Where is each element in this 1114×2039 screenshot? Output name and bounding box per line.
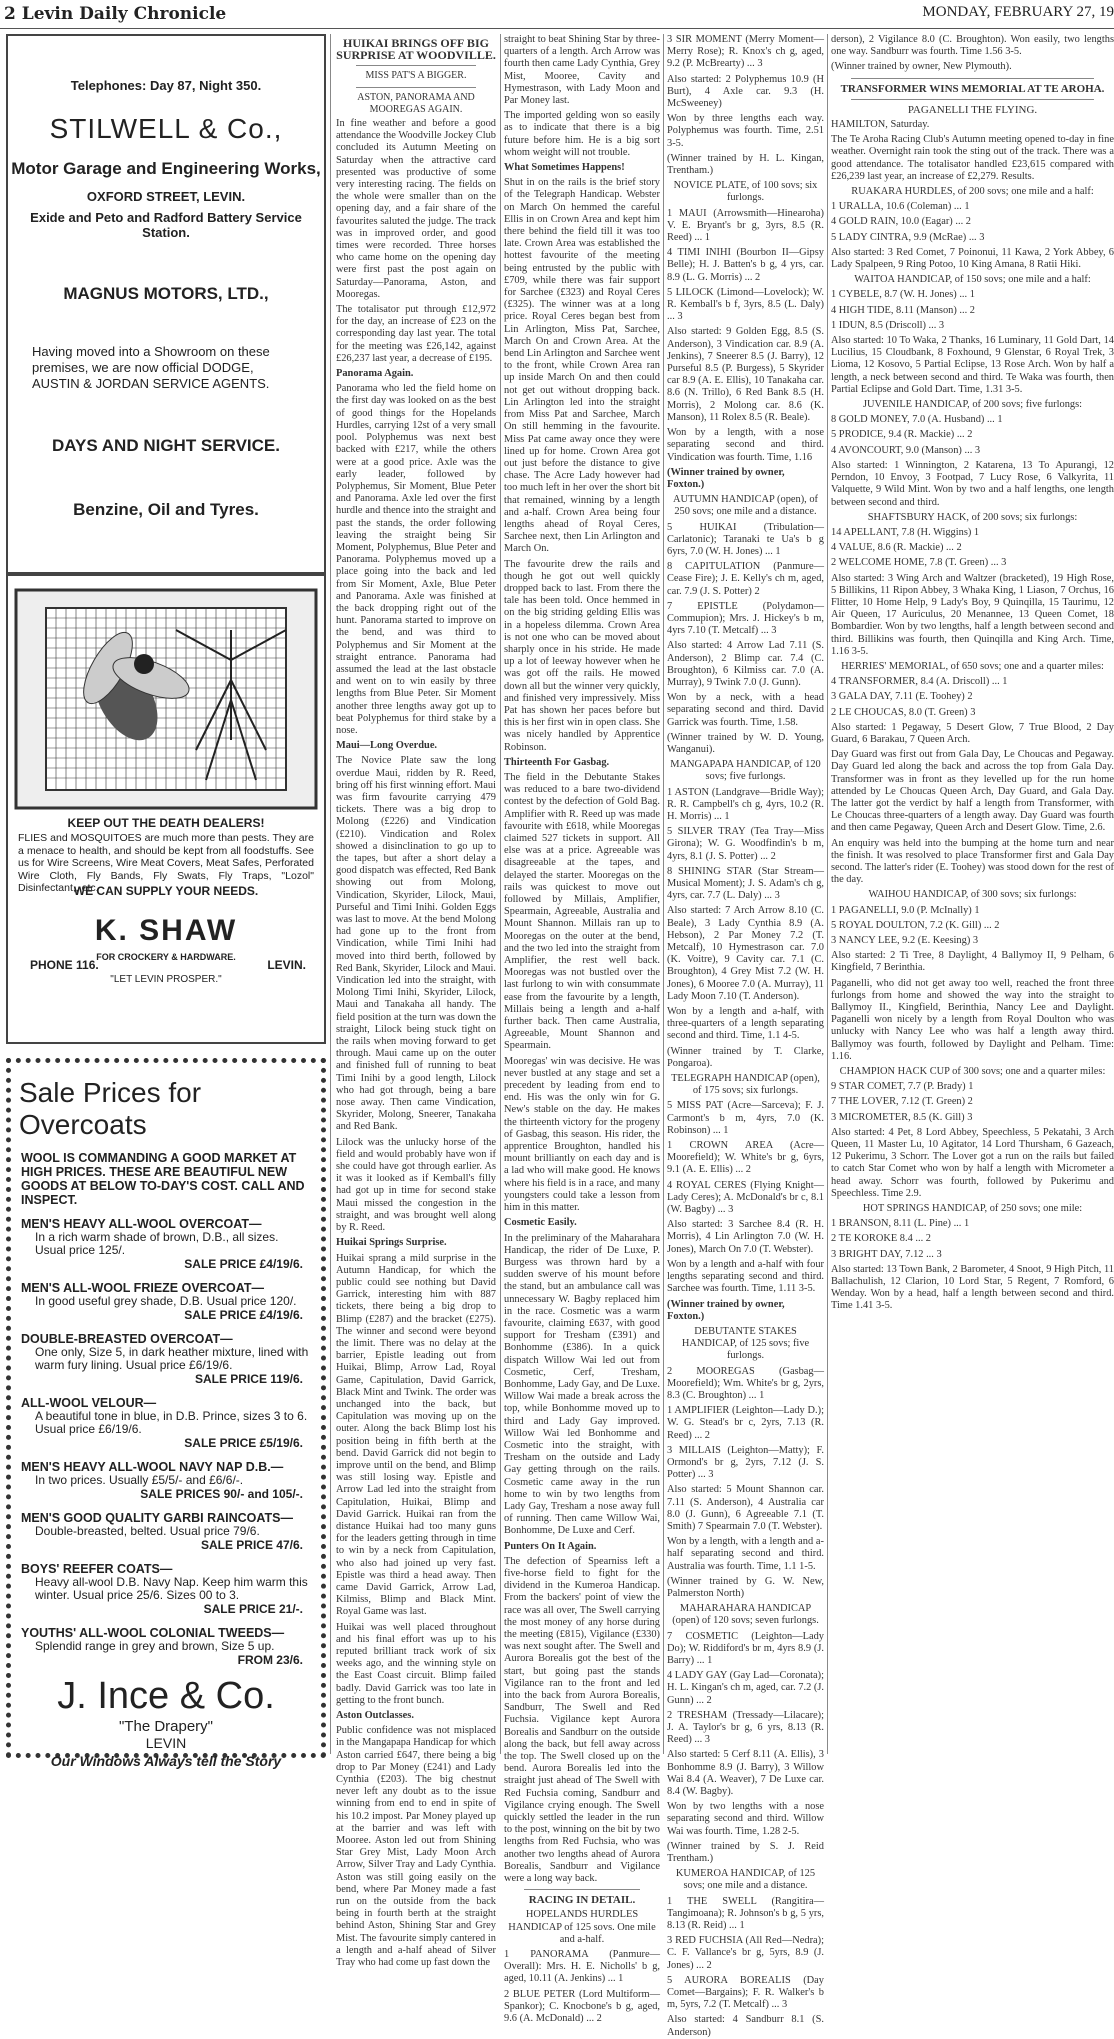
result-line: 1 URALLA, 10.6 (Coleman) ... 1	[831, 201, 970, 213]
ad-company-name: STILWELL & Co.,	[49, 113, 283, 144]
result-line: 4 AVONCOURT, 9.0 (Manson) ... 3	[831, 444, 981, 456]
sale-item-desc: One only, Size 5, in dark heather mixture, lined with warm fury lining. Usual price £6/19/6.	[35, 1345, 309, 1372]
sale-item-name: MEN'S HEAVY ALL-WOOL NAVY NAP D.B.—	[21, 1460, 284, 1474]
ad-benzine: Benzine, Oil and Tyres.	[73, 500, 259, 519]
result-line: 7 EPISTLE (Polydamon—Commupion); Mrs. J. Hickey's b m, 4yrs 7.10 (T. Metcalf) ... 3	[667, 600, 824, 637]
paragraph: The imported gelding won so easily as to indicate that there is a big future before him. He is a big sort whom weight will not trouble.	[504, 110, 660, 158]
sale-item	[21, 1562, 311, 1616]
te-aroha-results	[831, 119, 1114, 1313]
result-line: HAMILTON, Saturday.	[831, 119, 930, 131]
paragraph: Thirteenth For Gasbag.	[504, 756, 610, 768]
ad-tagline: "The Drapery"	[118, 1718, 213, 1735]
result-line: 7 COSMETIC (Leighton—Lady Do); W. Riddiford's br m, 4yrs 8.9 (J. Barry) ... 1	[667, 1630, 824, 1666]
result-line: Also started: 2 Polyphemus 10.9 (H Burt), 4 Axle car. 9.3 (H. McSweeney)	[667, 73, 824, 110]
result-line: RUAKARA HURDLES, of 200 sovs; one mile and a half:	[851, 186, 1094, 198]
ince-ad	[6, 1058, 326, 1769]
result-line: 1 PANORAMA (Panmure—Overall): Mrs. H. E. Nicholls' b g, aged, 10.11 (A. Jenkins) ... 1	[504, 1949, 660, 1985]
paragraph: Aston Outclasses.	[336, 1710, 414, 1722]
result-line: 4 HIGH TIDE, 8.11 (Manson) ... 2	[831, 304, 976, 316]
paragraph: Shut in on the rails is the brief story of the Telegraph Handicap. Webster on March On hemmed the careful Ellis in on Crown Area and kept him there behind the field till it was too late. Crown Area was established the hottest favourite of the meeting being entrusted by the public with £709, while there was fair support for Sarchee (£323) and Royal Ceres (£325). The winner was at a long price. Royal Ceres began best from Lin Arlington, Miss Pat, Sarchee, March On and Crown Area. At the bend Lin Arlington and Sarchee went to the front, while Crown Area ran up inside March On and then could not get out without dropping back. Lin Arlington led into the straight from Miss Pat and Sarchee, March On still hemming in the favourite. Miss Pat came away once they were lined up for home. Crown Area got out just before the distance to give chase. The Acre Lady however had too much left in her over the short bit that remained, winning by a length and a-half. Crown Area being four lengths ahead of Royal Ceres, Sarchee next, then Lin Arlington and March On.	[504, 177, 660, 555]
result-line: 3 BRIGHT DAY, 7.12 ... 3	[831, 1248, 942, 1260]
paragraph: In fine weather and before a good attendance the Woodville Jockey Club concluded its Autumn Meeting on Saturday when the attractive card presented was productive of some very interesting racing. The fields on the whole were smaller than on the opening day, and a fair share of the favourites saluted the judge. The track was in improved order, and good times were recorded. Three horses who came home on the opening day were first past the post again on Saturday—Panorama, Aston, and Mooregas.	[336, 118, 496, 300]
shaw-ad	[6, 574, 326, 1044]
result-line: Won by a length, with a nose separating second and third. Vindication was fourth. Time, 1.16	[667, 427, 824, 463]
te-aroha-subhead: PAGANELLI THE FLYING.	[907, 103, 1038, 116]
result-line: 9 STAR COMET, 7.7 (P. Brady) 1	[831, 1081, 974, 1093]
sale-item-name: ALL-WOOL VELOUR—	[21, 1396, 157, 1410]
result-line: KUMEROA HANDICAP, of 125 sovs; one mile and a distance.	[675, 1868, 816, 1892]
sale-item-desc: Splendid range in grey and brown, Size 5 up.	[35, 1639, 275, 1653]
sale-item-price: SALE PRICE £5/19/6.	[184, 1436, 303, 1450]
article-body	[336, 118, 496, 1969]
result-line: 5 LILOCK (Limond—Lovelock); W. R. Kemball's b f, 3yrs, 8.5 (L. Daly) ... 3	[667, 286, 824, 323]
result-line: 2 LE CHOUCAS, 8.0 (T. Green) 3	[831, 706, 976, 718]
result-line: (Winner trained by W. D. Young, Wanganui).	[667, 731, 824, 755]
result-line: 1 CROWN AREA (Acre—Moorefield); W. White's br g, 6yrs, 9.1 (A. E. Ellis) ... 2	[667, 1140, 824, 1176]
result-line: (Winner trained by S. J. Reid Trentham.)	[667, 1840, 824, 1865]
ad-supply: WE CAN SUPPLY YOUR NEEDS.	[73, 884, 259, 898]
result-line: Won by a length and a-half, with three-quarters of a length separating second and third. Time, 1.1 4-5.	[667, 1006, 824, 1042]
paragraph: Huikai sprang a mild surprise in the Autumn Handicap, for which the public could see nothing but David Garrick, interesting him with 887 tickets, there being a big drop to Blimp (£287) and the bracket (£275). The winner and second were beyond the limit. There was no delay at the barrier, Epistle leading out from Huikai, Blimp, Arrow Lad, Royal Game, Capitulation, David Garrick, Black Mint and Twink. The order was unchanged into the back, but Capitulation was moving up on the outer. Along the back Blimp lost his position being in fifth berth at the bend. David Garrick did not begin to improve until on the bend, and Blimp was still losing way. Epistle and Arrow Lad led into the straight from Capitulation, Huikai, Blimp and David Garrick. Huikai ran from the distance Huikai had too many guns for the leaders getting through in time to win by a neck from Capitulation, who also had joined up very fast. Epistle was third a head away. Then came David Garrick, Arrow Lad, Kilmiss, Blimp and Black Mint. Royal Game was last.	[336, 1252, 496, 1618]
result-line: MAHARAHARA HANDICAP (open) of 120 sovs; seven furlongs.	[672, 1603, 819, 1627]
column-rule	[663, 34, 664, 1754]
column-rule	[827, 34, 828, 1754]
fly-screen-illustration	[16, 590, 316, 808]
result-line: Also started: 4 Sandburr 8.1 (S. Anderson)	[667, 2014, 824, 2038]
result-line: 4 TIMI INIHI (Bourbon II—Gipsy Belle); H. J. Batten's b g, 4 yrs, car. 8.9 (L. G. Morris) ... 2	[667, 247, 824, 283]
paragraph: Panorama who led the field home on the first day was looked on as the best of good things for the Hopelands Hurdles, carrying 12st of a very small pool. Polyphemus was next best backed with £217, while the others were at a good price. Axle was the early leader, followed by Polyphemus, Sir Moment, Blue Peter and Panorama. Axle led over the first hurdle and thence into the straight and past the stands, the order following leaving the straight being Sir Moment, Polyphemus, Blue Peter and Panorama. Polyphemus moved up a place going into the back and led from Sir Moment, Axle, Blue Peter and Panorama. Axle was finished at the back dropping right out of the hunt. Panorama started to improve on the bend, and was third to Polyphemus and Sir Moment at the straight entrance. Panorama had assumed the lead at the last obstacle and went on to win easily by three lengths from Blue Peter. Sir Moment another three lengths away got up to beat Polyphemus for third stake by a nose.	[336, 383, 496, 736]
issue-date: MONDAY, FEBRUARY 27, 19	[922, 4, 1114, 20]
result-line: 4 TRANSFORMER, 8.4 (A. Driscoll) ... 1	[831, 676, 1008, 688]
ad-title: Sale Prices for Overcoats	[19, 1077, 202, 1140]
ad-motto: "LET LEVIN PROSPER."	[110, 974, 222, 985]
paragraph: Public confidence was not misplaced in the Mangapapa Handicap for which Aston carried £647, there being a big drop to Par Money (£241) and Lady Cynthia (£203). The big chestnut never left any doubt as to the issue winning from end to end in spite of his 10.2 impost. Par Money played up at the barrier and was left with Mooree. Aston led out from Shining Star Grey Mist, Lady Moon Arch Arrow, Silver Tray and Lady Cynthia. Aston was still going easily on the bend, where Par Money made a fast run on the outside from the back being in fourth berth at the straight behind Aston, Shining Star and Grey Mist. The favourite simply cantered in a length and a-half ahead of Silver Tray who had come up fast down the	[336, 1725, 496, 1969]
result-line: An enquiry was held into the bumping at the home turn and near the finish. It was resolved to place Transformer first and Gala Day second. The latter's rider (E. Toohey) was stood down for the rest of the day.	[831, 837, 1114, 886]
result-line: 1 ASTON (Landgrave—Bridle Way); R. R. Campbell's ch g, 4yrs, 10.2 (R. H. Morris) ... 1	[667, 786, 824, 822]
sale-item-name: BOYS' REEFER COATS—	[21, 1562, 173, 1576]
result-line: 5 LADY CINTRA, 9.9 (McRae) ... 3	[831, 231, 985, 243]
result-line: Won by a length, with a length and a-half separating second and third. Australia was fourth. Time, 1.1 1-5.	[667, 1536, 824, 1572]
result-line: Also started: 5 Cerf 8.11 (A. Ellis), 3 Bonhomme 8.9 (J. Barry), 3 Willow Wai 8.4 (A. Weaver), 7 De Luxe car. 8.4 (W. Bagby).	[667, 1749, 824, 1798]
ad-service: DAYS AND NIGHT SERVICE.	[52, 436, 280, 455]
paragraph: Lilock was the unlucky horse of the field and would probably have won if she could have got through earlier. As it was it looked as if Kemball's filly had got up in time for second stake Maui missed the congestion in the straight, and was brought well along by R. Reed.	[336, 1136, 496, 1234]
result-line: MANGAPAPA HANDICAP, of 120 sovs; five furlongs.	[670, 759, 821, 783]
results-column-4	[831, 34, 1114, 1754]
result-line: 3 MILLAIS (Leighton—Matty); F. Ormond's br g, 2yrs, 7.12 (J. S. Potter) ... 3	[667, 1444, 824, 1481]
result-line: (Winner trained by owner, New Plymouth).	[831, 61, 1012, 73]
sale-item-price: FROM 23/6.	[237, 1653, 303, 1667]
result-line: Also started: 7 Arch Arrow 8.10 (C. Beale), 3 Lady Cynthia 8.9 (A. Hebson), 2 Par Money 7.2 (T. Metcalf), 10 Hymestrason car. 7.0 (K. Voitre), 9 Cavity car. 7.1 (C. Broughton), 4 Grey Mist 7.2 (W. H. Jones), 6 Mooree 7.0 (A. Murray), 11 Lady Moon 7.10 (T. Anderson).	[667, 905, 824, 1002]
paragraph: Panorama Again.	[336, 368, 414, 380]
result-line: 14 APELLANT, 7.8 (H. Wiggins) 1	[831, 526, 980, 538]
results-column-3	[667, 34, 824, 2038]
result-line: 2 MOOREGAS (Gasbag—Moorefield); Wm. White's br g, 2yrs, 8.3 (C. Broughton) ... 1	[667, 1365, 824, 1401]
article-column-2	[504, 34, 660, 2025]
paragraph: straight to beat Shining Star by three-quarters of a length. Arch Arrow was fourth then came Lady Cynthia, Grey Mist, Mooree, Cavity and Hymestrason, with Lady Moon and Par Money last.	[504, 34, 660, 107]
article-column-1	[336, 34, 496, 1969]
result-line: Also started: 3 Red Comet, 7 Poinonui, 11 Kawa, 2 York Abbey, 6 Lady Spalpeen, 9 Ring Potoo, 10 King Amana, 8 Ratii Hiki.	[831, 246, 1114, 271]
result-line: Paganelli, who did not get away too well, reached the front three furlongs from home and showed the way into the straight to Ballymoy II., Kingfield, Berinthia, Nancy Lee and Daylight. Paganelli won nicely by a length from Royal Doulton who was unlucky with Nancy Lee who was half a length away third. Ballymoy was fourth, followed by Daylight and Pelham. Time: 1.16.	[831, 977, 1114, 1062]
result-line: Day Guard was first out from Gala Day, Le Choucas and Pegaway. Day Guard led along the back and across the top from Gala Day. Transformer was in front as they levelled up for the run home attended by Le Choucas Queen Arch, Day Guard, and Gala Day. The latter got the verdict by half a length from Transformer, with Le Choucas three-quarters of a length away. Day Guard was fourth and then came Pegaway, Queen Arch and Desert Glow. Time, 2.6.	[831, 749, 1114, 834]
result-line: HERRIES' MEMORIAL, of 650 sovs; one and a quarter miles:	[841, 660, 1104, 672]
paragraph: In the preliminary of the Maharahara Handicap, the rider of De Luxe, P. Burgess was thrown hard by a sudden swerve of his mount before the stand, but an ambulance call was unnecessary W. Bagby replaced him in the race. Cosmetic was a warm favourite, claiming £637, with good support for Tresham (£391) and Bonhomme (£386). In a quick dispatch Willow Wai led out from Cosmetic, Cerf, Tresham, Bonhomme, Lady Gay, and De Luxe. Willow Wai made a break across the top, while Bonhomme moved up to third and Lady Gay improved. Willow Wai led Bonhomme and Cosmetic into the straight, with Tresham on the outside and Lady Gay getting through on the rails. Cosmetic came away in the run home to win by two lengths from Lady Gay, Tresham a nose away full of running. Then came Willow Wai, Bonhomme, De Luxe and Cerf.	[504, 1232, 660, 1537]
result-line: Also started: 3 Wing Arch and Waltzer (bracketed), 19 High Rose, 5 Billikins, 11 Ripon Abbey, 3 Whaka King, 1 Liason, 7 Orchus, 16 Flitter, 10 Home Help, 9 Lady's Boy, 9 Quinqilla, 15 Taurimu, 12 Air Queen, 17 Auriculus, 20 Menannee, 13 Queen Comet, 18 Bombardier. Won by two lengths, half a length between second and third. Billikins was fourth, then Quinqilla and King Arch. Time, 1.16 3-5.	[831, 572, 1114, 657]
result-line: 1 PAGANELLI, 9.0 (P. McInally) 1	[831, 904, 980, 916]
sale-item-desc: Double-breasted, belted. Usual price 79/6.	[35, 1524, 260, 1538]
racing-detail	[504, 1909, 660, 2025]
result-line: 8 GOLD MONEY, 7.0 (A. Husband) ... 1	[831, 414, 1003, 426]
column-rule	[500, 34, 501, 1754]
result-line: AUTUMN HANDICAP (open), of 250 sovs; one mile and a distance.	[672, 494, 819, 518]
result-line: JUVENILE HANDICAP, of 200 sovs; five furlongs:	[862, 399, 1083, 411]
ad-shaw-name: K. SHAW	[94, 914, 238, 947]
sale-item-name: MEN'S GOOD QUALITY GARBI RAINCOATS—	[21, 1511, 293, 1525]
result-line: Won by three lengths each way. Polyphemus was fourth. Time, 2.51 3-5.	[667, 113, 824, 149]
result-line: 3 GALA DAY, 7.11 (E. Toohey) 2	[831, 691, 973, 703]
result-line: 3 NANCY LEE, 9.2 (E. Keesing) 3	[831, 935, 979, 946]
result-line: The Te Aroha Racing Club's Autumn meeting opened to-day in fine weather. Overnight rain took the sting out of the track. There was a good attendance. The totalisator handled £23,615 compared with £26,239 last year, an increase of £2,279. Results.	[831, 134, 1114, 182]
result-line: Also started: 1 Winnington, 2 Katarena, 13 To Apurangi, 12 Perndon, 10 Envoy, 3 Footpad, 7 Lucy Rose, 6 Valkyrita, 11 Valquette, 9 Wild Mint. Won by two and a half lengths, one length between second and third.	[831, 459, 1114, 508]
result-line: 4 LADY GAY (Gay Lad—Coronata); H. L. Kingan's ch m, aged, car. 7.2 (J. Gunn) ... 2	[667, 1670, 824, 1706]
paragraph: Huikai was well placed throughout and his final effort was up to his reputed brilliant track work of six weeks ago, and the winning style on the East Coast circuit. Blimp failed badly. David Garrick was too late in getting to the front bunch.	[336, 1621, 496, 1706]
result-line: 4 ROYAL CERES (Flying Knight—Lady Ceres); A. McDonald's br c, 8.1 (W. Bagby) ... 3	[667, 1179, 824, 1216]
sale-item	[21, 1332, 311, 1386]
sale-item-desc: Heavy all-wool D.B. Navy Nap. Keep him warm this winter. Usual price 25/6. Sizes 00 to 3.	[35, 1575, 308, 1602]
paragraph: Maui—Long Overdue.	[336, 740, 438, 752]
ad-address: OXFORD STREET, LEVIN.	[86, 189, 246, 204]
ad-headline: KEEP OUT THE DEATH DEALERS!	[67, 816, 265, 830]
article-subhead: ASTON, PANORAMA AND MOOREGAS AGAIN.	[357, 91, 475, 115]
newspaper-title: 2 Levin Daily Chronicle	[4, 4, 227, 24]
ad-trade: FOR CROCKERY & HARDWARE.	[96, 952, 236, 962]
result-line: 1 THE SWELL (Rangitira—Tangimoana); R. Johnson's b g, 5 yrs, 8.13 (R. Reid) ... 1	[667, 1895, 824, 1932]
article-headline: HUIKAI BRINGS OFF BIG SURPRISE AT WOODVILLE.	[336, 36, 496, 63]
result-line: Also started: 10 To Waka, 2 Thanks, 16 Luminary, 11 Gold Dart, 14 Lucilius, 15 Cloudbank, 8 Foxhound, 9 Glenstar, 6 Royal Trek, 3 Lioma, 12 Kosovo, 5 Partial Eclipse, 13 Rose Arch. Won by half a length, a neck between second and third. Te Waka was fourth, then Partial Eclipse and Gold Dart. Time, 1.31 3-5.	[831, 335, 1114, 395]
result-line: NOVICE PLATE, of 100 sovs; six furlongs.	[673, 180, 818, 204]
result-line: Also started: 4 Arrow Lad 7.11 (S. Anderson), 2 Blimp car. 7.4 (C. Broughton), 6 Kilmiss car. 7.0 (A. Murray), 9 Twink 7.0 (J. Gunn).	[667, 640, 824, 688]
result-line: Also started: 1 Pegaway, 5 Desert Glow, 7 True Blood, 2 Day Guard, 6 Barakau, 7 Queen Arch.	[831, 721, 1114, 745]
result-line: 2 TE KOROKE 8.4 ... 2	[831, 1233, 931, 1245]
sale-item-name: YOUTHS' ALL-WOOL COLONIAL TWEEDS—	[21, 1626, 285, 1640]
sale-item	[21, 1396, 311, 1450]
ad-magnus: MAGNUS MOTORS, LTD.,	[63, 284, 269, 303]
result-line: Also started: 9 Golden Egg, 8.5 (S. Anderson), 3 Vindication car. 8.9 (A. Jenkins), 7 Sneerer 8.5 (J. Barry), 12 Purseful 8.5 (P. Burgess), 5 Skyrider car 8.9 (A. E. Ellis), 10 Tanakaha car. 8.6 (N. Trillo), 6 Red Bank 8.5 (H. Morris), 2 Molong car. 8.6 (K. Manson), 11 Rolex 8.5 (R. Beale).	[667, 326, 824, 423]
ad-phone: PHONE 116.	[30, 958, 99, 972]
result-line: WAIHOU HANDICAP, of 300 sovs; six furlongs:	[868, 889, 1077, 901]
ad-town: LEVIN	[145, 1735, 187, 1751]
result-line: (Winner trained by owner, Foxton.)	[667, 1298, 785, 1322]
paragraph: Mooregas' win was decisive. He was never bustled at any stage and set a precedent by leading from end to end. His was the only win for G. New's stable on the day. He makes the thirteenth victory for the progeny of Gasbag, this season. His rider, the apprentice Broughton, handled his mount brilliantly on each day and is a lad who will make good. He knows where his field is in a race, and many youngsters could take a lesson from him in this matter.	[504, 1055, 660, 1214]
result-line: Won by two lengths with a nose separating second and third. Willow Wai was fourth. Time, 1.28 2-5.	[667, 1801, 824, 1837]
sale-item-name: MEN'S HEAVY ALL-WOOL OVERCOAT—	[21, 1217, 262, 1231]
result-line: 2 BLUE PETER (Lord Multiform—Spankor); C. Knocbone's b g, aged, 9.6 (A. McDonald) ... 2	[504, 1988, 660, 2025]
result-line: 1 IDUN, 8.5 (Driscoll) ... 3	[831, 319, 945, 331]
race-results	[667, 34, 824, 2039]
result-line: Also started: 3 Sarchee 8.4 (R. H. Morris), 4 Lin Arlington 7.0 (W. H. Jones), March On 7.0 (T. Webster).	[667, 1219, 824, 1255]
result-line: 5 ROYAL DOULTON, 7.2 (K. Gill) ... 2	[831, 919, 1000, 931]
sale-item-desc: In a rich warm shade of brown, D.B., all sizes. Usual price 125/.	[35, 1230, 279, 1257]
result-line: Also started: 2 Ti Tree, 8 Daylight, 4 Ballymoy II, 9 Pelham, 6 Kingfield, 7 Berinthia.	[831, 950, 1114, 974]
paragraph: What Sometimes Happens!	[504, 162, 625, 174]
result-line: Won by a length and a-half with four lengths separating second and third. Sarchee was fourth. Time, 1.11 3-5.	[667, 1258, 824, 1295]
paragraph: Cosmetic Easily.	[504, 1217, 577, 1229]
ad-works: Motor Garage and Engineering Works,	[11, 159, 321, 178]
article-subhead: MISS PAT'S A BIGGER.	[365, 70, 467, 82]
result-line: 8 CAPITULATION (Panmure—Cease Fire); J. E. Kelly's ch m, aged, car. 7.9 (J. S. Potter) 2	[667, 561, 824, 597]
paragraph: The favourite drew the rails and though he got out well quickly dropped back to last. From there the tale has been told. Once hemmed in on the big striding gelding Ellis was in a hopeless dilemma. Crown Area is not one who can be moved about sharply once in his stride. He made up a lot of leeway however when he was got off the rails. He mowed down all but the winner very quickly, and finished very impressively. Miss Pat has shown her paces before but this is her first win in open class. She was nicely handled by Apprentice Robinson.	[504, 558, 660, 753]
ad-items	[11, 1217, 321, 1667]
sale-item-name: DOUBLE-BREASTED OVERCOAT—	[21, 1332, 233, 1346]
ad-brand: J. Ince & Co.	[57, 1675, 275, 1717]
ad-town: LEVIN.	[267, 958, 306, 972]
result-line: 3 SIR MOMENT (Merry Moment—Merry Rose); R. Knox's ch g, aged, 9.2 (P. McBrearty) ... 3	[667, 34, 824, 70]
race-results	[831, 34, 1114, 74]
result-line: HOPELANDS HURDLES HANDICAP of 125 sovs. One mile and a-half.	[508, 1909, 656, 1945]
result-line: (Winner trained by G. W. New, Palmerston North)	[667, 1575, 824, 1599]
result-line: 5 SILVER TRAY (Tea Tray—Miss Girona); W. G. Woodfindin's b m, 4yrs, 8.1 (J. S. Potter) ... 2	[667, 826, 824, 862]
paragraph: Huikai Springs Surprise.	[336, 1237, 447, 1249]
result-line: (Winner trained by T. Clarke, Pongaroa).	[667, 1045, 824, 1069]
result-line: 2 TRESHAM (Tressady—Lilacare); J. A. Taylor's br g, 6 yrs, 8.13 (R. Reed) ... 3	[667, 1709, 824, 1746]
sale-item-desc: In two prices. Usually £5/5/- and £6/6/-.	[35, 1473, 244, 1487]
ad-footer: Our Windows Always tell the Story	[50, 1753, 282, 1769]
sale-item	[21, 1281, 311, 1322]
stilwell-ad	[6, 34, 326, 574]
paragraph: The Novice Plate saw the long overdue Maui, ridden by R. Reed, bring off his first winning effort. Maui was firm favourite carrying 479 tickets. There was a big drop to Molong (£226) and Vindication (£210). Vindication and Rolex showed a disinclination to go up to the tapes, but after a short delay a good dispatch was effected, Red Bank showing out from Molong, Vindication, Skyrider, Lilock, Maui, Purseful and Timi Inihi. Golden Eggs was last to move. At the bend Molong had gone up to the front from Vindication, while Timi Inihi had moved into third berth, followed by Red Bank, Skyrider, Lilock and Maui. Vindication led into the straight, with Molong Timi Inihi, Skyrider, Lilock, Maui and Tanakaha all handy. The field position at the turn was down the straight, Lilock being stuck tight on the rails when moving forward to get through. Maui came up on the outer and finished full of running to beat Timi Inihi by a good length, Lilock who had got through, being a bare nose away. Then came Vindication, Skyrider, Molong, Sneerer, Tanakaha and Red Bank.	[336, 755, 496, 1133]
result-line: (Winner trained by H. L. Kingan, Trentham.)	[667, 152, 824, 177]
result-line: 4 VALUE, 8.6 (R. Mackie) ... 2	[831, 542, 962, 554]
result-line: Also started: 5 Mount Shannon car. 7.11 (S. Anderson), 4 Australia car 8.0 (J. Gunn), 6 Agreeable 7.1 (T. Smith) 7 Spearmain 7.0 (T. Webster).	[667, 1484, 824, 1532]
result-line: CHAMPION HACK CUP of 300 sovs; one and a quarter miles:	[839, 1066, 1106, 1078]
result-line: 3 MICROMETER, 8.5 (K. Gill) 3	[831, 1111, 973, 1123]
ad-body: FLIES and MOSQUITOES are much more than pests. They are a menace to health, and should be kept from all foodstuffs. See us for Wire Screens, Wire Meat Covers, Meat Safes, Perforated Wire Cloth, Fly Bands, Fly Swats, Fly Traps, "Lozol" Disinfectant,, etc.	[18, 832, 314, 894]
result-line: 1 AMPLIFIER (Leighton—Lady D.); W. G. Stead's br c, 2yrs, 7.13 (R. Reed) ... 2	[667, 1405, 824, 1441]
sale-item-price: SALE PRICE 47/6.	[200, 1538, 303, 1552]
result-line: 4 GOLD RAIN, 10.0 (Eagar) ... 2	[831, 216, 971, 228]
result-line: SHAFTSBURY HACK, of 200 sovs; six furlongs:	[867, 511, 1078, 523]
sale-item-name: MEN'S ALL-WOOL FRIEZE OVERCOAT—	[21, 1281, 265, 1295]
sale-item-price: SALE PRICES 90/- and 105/-.	[140, 1487, 303, 1501]
ad-phones: Telephones: Day 87, Night 350.	[70, 78, 262, 93]
te-aroha-headline: TRANSFORMER WINS MEMORIAL AT TE AROHA.	[840, 82, 1105, 95]
result-line: 1 MAUI (Arrowsmith—Hinearoha) V. E. Bryant's br g, 3yrs, 8.5 (R. Reed) ... 1	[667, 207, 824, 244]
result-line: 7 THE LOVER, 7.12 (T. Green) 2	[831, 1096, 973, 1108]
sale-item	[21, 1217, 311, 1271]
result-line: 5 MISS PAT (Acre—Sarceva); F. J. Carmont's b m, 4yrs, 7.0 (K. Robinson) ... 1	[667, 1100, 824, 1136]
result-line: 1 CYBELE, 8.7 (W. H. Jones) ... 1	[831, 289, 975, 301]
result-line: DEBUTANTE STAKES HANDICAP, of 125 sovs; five furlongs.	[681, 1325, 810, 1362]
result-line: derson), 2 Vigilance 8.0 (C. Broughton). Won easily, two lengths one way. Sandburr was fourth. Time 1.56 3-5.	[831, 34, 1114, 58]
column-rule	[330, 34, 331, 1754]
result-line: 8 SHINING STAR (Star Stream—Musical Moment); J. S. Adam's ch g, 4yrs, car. 7.7 (L. Daly) ... 3	[667, 865, 824, 902]
racing-detail-heading: RACING IN DETAIL.	[528, 1894, 636, 1907]
sale-item-desc: In good useful grey shade, D.B. Usual price 120/.	[35, 1294, 297, 1308]
paragraph: Punters On It Again.	[504, 1540, 597, 1552]
result-line: 3 RED FUCHSIA (All Red—Nedra); C. F. Vallance's br g, 5yrs, 8.9 (J. Jones) ... 2	[667, 1935, 824, 1971]
sale-item-desc: A beautiful tone in blue, in D.B. Prince, sizes 3 to 6. Usual price £6/19/6.	[35, 1409, 308, 1436]
sale-item-price: SALE PRICE £4/19/6.	[184, 1308, 303, 1322]
result-line: 5 AURORA BOREALIS (Day Comet—Bargains); F. R. Walker's b m, 5yrs, 7.2 (T. Metcalf) ... 3	[667, 1974, 824, 2011]
article-body	[504, 34, 660, 1885]
sale-item-price: SALE PRICE 119/6.	[194, 1372, 303, 1386]
sale-item	[21, 1460, 311, 1501]
result-line: HOT SPRINGS HANDICAP, of 250 sovs; one mile:	[862, 1203, 1083, 1215]
result-line: 1 BRANSON, 8.11 (L. Pine) ... 1	[831, 1218, 970, 1230]
sale-item	[21, 1511, 311, 1552]
result-line: 5 PRODICE, 9.4 (R. Mackie) ... 2	[831, 429, 973, 441]
paragraph: The field in the Debutante Stakes was reduced to a bare two-dividend contest by the defection of Gold Bag. Amplifier with R. Reed up was made favourite with £618, while Mooregas claimed 527 tickets in support. All else was at a price. Agreeable was disagreeable at the tapes, and delayed the starter. Mooregas on the rails was quickest to move out followed by Millais, Amplifier, Spearmain, Agreeable, Australia and Mount Shannon. Millais ran up to Mooregas on the outer at the bend, and the two led into the straight from Amplifier, the rest well back. Mooregas was not bustled over the last furlong to win with consummate ease from the favourite by a length, Millais being a length and a-half further back. Then came Australia, Agreeable, Mount Shannon and Spearmain.	[504, 771, 660, 1052]
result-line: 5 HUIKAI (Tribulation—Carlatonic); Taranaki te Ua's b g 6yrs, 7.0 (W. H. Jones) ... 1	[667, 521, 824, 557]
sale-item	[21, 1626, 311, 1667]
result-line: WAITOA HANDICAP, of 150 sovs; one mile and a half:	[854, 274, 1091, 286]
ad-body: Having moved into a Showroom on these premises, we are now official DODGE, AUSTIN & JORDAN SERVICE AGENTS.	[32, 344, 270, 391]
paragraph: The defection of Spearniss left a five-horse field to fight for the dividend in the Kumeroa Handicap. From the backers' point of view the race was all over, The Swell carrying the most money of any horse during the meeting (£815), Vigilance (£330) was next sought after. The Swell and Aurora Borealis got the best of the start, but going past the stands Vigilance ran to the front and led into the back from Aurora Borealis, Sandburr, The Swell and Red Fuchsia. Vigilance kept Aurora Borealis and Sandburr on the outside along the back, but fell away across the top. The Swell closed up on the bend. Aurora Borealis led into the straight just ahead of The Swell with Red Fuchsia coming, Sandburr and Vigilance crying enough. The Swell quickly settled the leader in the run to the post, winning on the bit by two lengths from Red Fuchsia, who was another two lengths ahead of Aurora Borealis, Sandburr and Vigilance were a long way back.	[504, 1555, 660, 1885]
sale-item-price: SALE PRICE 21/-.	[203, 1602, 303, 1616]
paragraph: The totalisator put through £12,972 for the day, an increase of £23 on the corresponding day last year. The total for the meeting was £26,142, against £26,237 last year, a decrease of £195.	[336, 304, 496, 364]
result-line: (Winner trained by owner, Foxton.)	[667, 466, 785, 490]
sale-item-price: SALE PRICE £4/19/6.	[184, 1257, 303, 1271]
result-line: 2 WELCOME HOME, 7.8 (T. Green) ... 3	[831, 557, 1007, 569]
ad-battery: Exide and Peto and Radford Battery Service Station.	[30, 210, 302, 240]
result-line: Also started: 4 Pet, 8 Lord Abbey, Speechless, 5 Pekatahi, 3 Arch Queen, 11 Master Lu, 10 Agitator, 14 Lord Thursham, 6 Gazeach, 12 Pukerimu, 3 Schorr. The Lover got a run on the rails but failed to catch Star Comet who won by half a length with Micrometer a head away. Schorr was fourth, followed by Pukerimu and Speechless. Time 2.9.	[831, 1126, 1114, 1199]
result-line: Won by a neck, with a head separating second and third. David Garrick was fourth. Time, 1.58.	[667, 692, 824, 728]
result-line: TELEGRAPH HANDICAP (open), of 175 sovs; six furlongs.	[671, 1073, 820, 1097]
ad-intro: WOOL IS COMMANDING A GOOD MARKET AT HIGH PRICES. THESE ARE BEAUTIFUL NEW GOODS AT BELOW TO-DAY'S COST. CALL AND INSPECT.	[21, 1151, 305, 1207]
result-line: Also started: 13 Town Bank, 2 Barometer, 4 Snoot, 9 High Pitch, 11 Ballachulish, 12 Clarion, 10 Lord Star, 5 Regent, 7 Romford, 6 Wenday. Won by a head, half a length between second and third. Time 1.41 3-5.	[831, 1263, 1114, 1312]
masthead	[0, 0, 1114, 29]
